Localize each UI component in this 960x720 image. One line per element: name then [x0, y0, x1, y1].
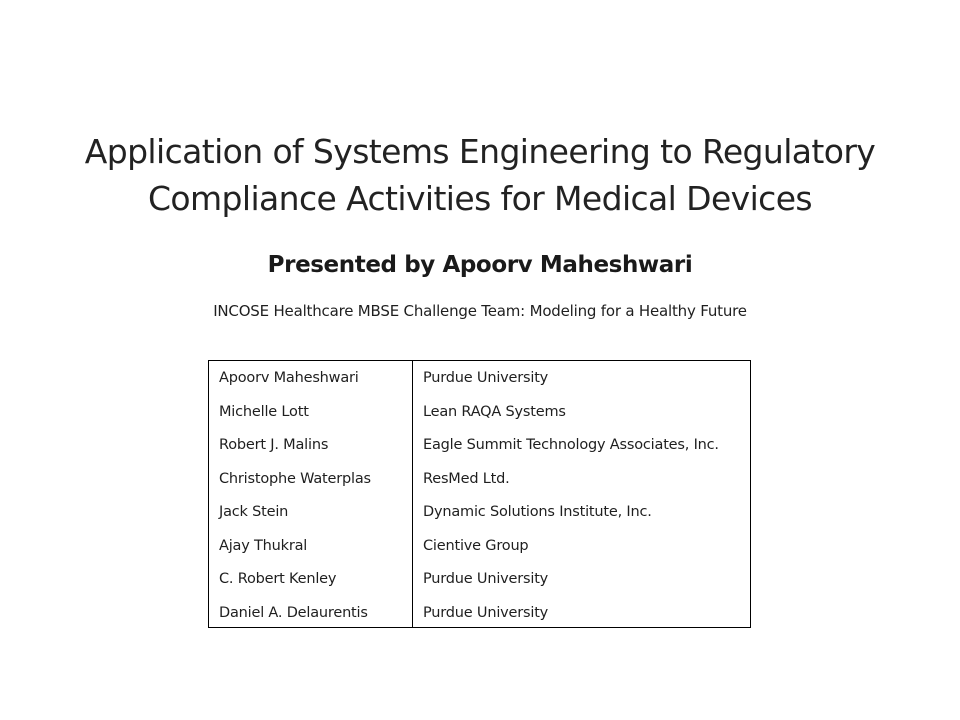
title-line-1: Application of Systems Engineering to Regulatory: [84, 132, 876, 171]
member-organization: Eagle Summit Technology Associates, Inc.: [423, 437, 719, 453]
member-organization: Purdue University: [423, 370, 549, 386]
member-organization: Dynamic Solutions Institute, Inc.: [423, 504, 652, 520]
slide-title: [40, 128, 920, 222]
member-name: Daniel A. Delaurentis: [219, 604, 368, 621]
member-name: Michelle Lott: [219, 403, 309, 420]
member-name: Christophe Waterplas: [219, 470, 371, 487]
member-organization: ResMed Ltd.: [423, 470, 510, 487]
member-name: Ajay Thukral: [219, 537, 308, 554]
member-name: Apoorv Maheshwari: [219, 370, 359, 386]
names-column: [209, 361, 413, 627]
member-name: Robert J. Malins: [219, 437, 329, 453]
member-organization: Purdue University: [423, 604, 549, 621]
member-organization: Lean RAQA Systems: [423, 403, 566, 420]
organizations-column: [413, 361, 750, 627]
team-name: INCOSE Healthcare MBSE Challenge Team: Modeling for a Healthy Future: [213, 302, 747, 320]
member-organization: Cientive Group: [423, 537, 529, 554]
members-table: [208, 360, 751, 628]
presenter-heading: Presented by Apoorv Maheshwari: [267, 252, 693, 278]
member-organization: Purdue University: [423, 571, 549, 587]
member-name: Jack Stein: [219, 504, 289, 520]
member-name: C. Robert Kenley: [219, 571, 337, 587]
title-line-2: Compliance Activities for Medical Devices: [147, 179, 812, 218]
